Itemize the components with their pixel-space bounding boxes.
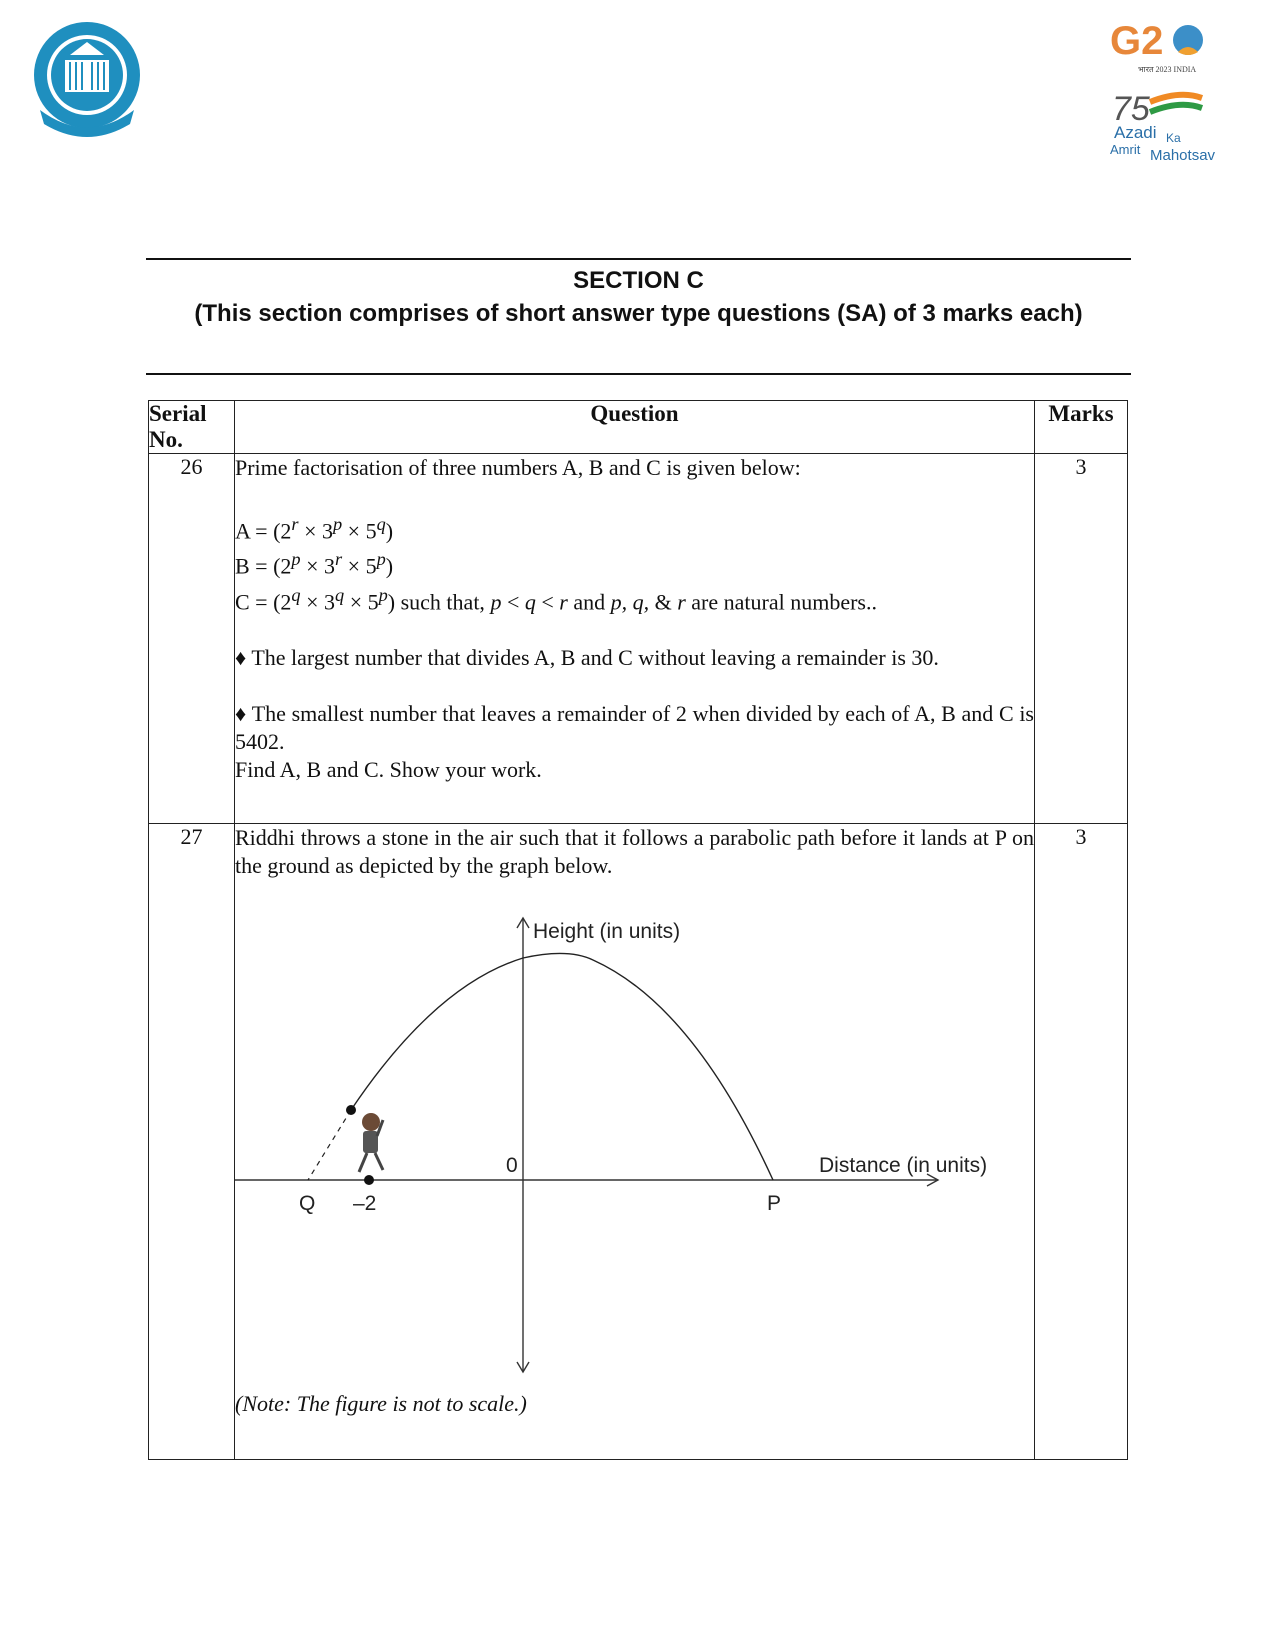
svg-text:G2: G2	[1110, 19, 1164, 63]
table-row	[149, 454, 1128, 824]
g20-azadi-logo	[1110, 12, 1250, 162]
serial-number: 26	[149, 454, 235, 824]
equation-b: $B = (2^p \times 3^r \times 5^p)$	[235, 549, 394, 579]
question-27-intro: Riddhi throws a stone in the air such that it follows a parabolic path before it lands at P on the ground as depicted by the graph below.	[235, 825, 1034, 878]
bullet-lcm: ♦ The smallest number that leaves a remainder of 2 when divided by each of A, B and C is 5402.	[235, 700, 1034, 754]
bullet-hcf: ♦ The largest number that divides A, B and C without leaving a remainder is 30.	[235, 644, 939, 670]
cbse-logo	[30, 20, 145, 140]
marks-value: 3	[1035, 824, 1128, 1460]
find-instruction: Find A, B and C. Show your work.	[235, 756, 542, 782]
svg-text:Mahotsav: Mahotsav	[1150, 147, 1216, 162]
table-row	[149, 824, 1128, 1460]
parabola-figure	[233, 890, 993, 1390]
y-axis-label: Height (in units)	[533, 920, 681, 943]
table-header-row	[149, 401, 1128, 454]
svg-text:Azadi: Azadi	[1114, 123, 1157, 142]
serial-number: 27	[149, 824, 235, 1460]
equation-a: $A = (2^r \times 3^p \times 5^q)$	[235, 514, 394, 544]
question-header: Question	[235, 401, 1035, 454]
figure-note: (Note: The figure is not to scale.)	[235, 1391, 527, 1416]
girl-illustration	[359, 1113, 383, 1172]
equation-c: $C = (2^q \times 3^q \times 5^p)$ such that, p < q < r and p, q, & r are natural numbers..	[235, 584, 877, 614]
origin-label: 0	[506, 1154, 518, 1177]
question-27	[235, 824, 1035, 1460]
svg-text:75: 75	[1112, 90, 1150, 128]
section-title: SECTION C	[573, 267, 704, 294]
x-axis-label: Distance (in units)	[819, 1154, 988, 1177]
question-table	[148, 400, 1128, 1460]
question-26-intro: Prime factorisation of three numbers A, B and C is given below:	[235, 455, 801, 480]
question-26	[235, 454, 1035, 824]
point-p-label: P	[767, 1192, 782, 1215]
svg-text:Ka: Ka	[1166, 131, 1181, 145]
marks-header: Marks	[1035, 401, 1128, 454]
svg-text:Amrit: Amrit	[1110, 142, 1141, 157]
serial-header: Serial No.	[149, 401, 235, 454]
point-q-label: Q	[299, 1192, 316, 1215]
point-minus2-label: –2	[353, 1192, 377, 1215]
top-rule	[146, 258, 1131, 260]
bottom-rule	[146, 373, 1131, 375]
section-subtitle: (This section comprises of short answer type questions (SA) of 3 marks each)	[194, 300, 1083, 327]
svg-text:भारत 2023 INDIA: भारत 2023 INDIA	[1138, 65, 1197, 74]
marks-value: 3	[1035, 454, 1128, 824]
